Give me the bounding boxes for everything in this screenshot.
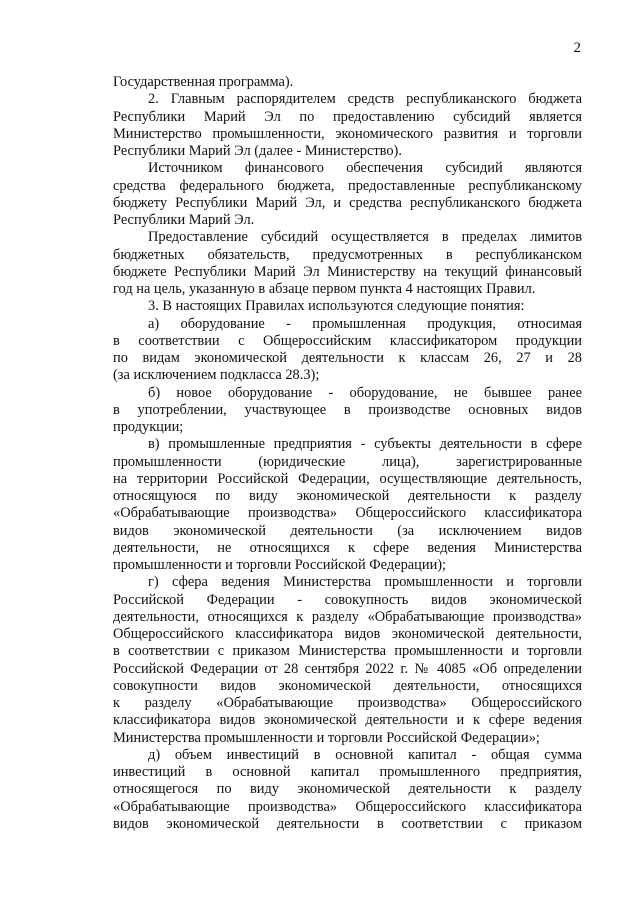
text-line: г) сфера ведения Министерства промышленности и торговли: [148, 574, 582, 591]
text-line: д) объем инвестиций в основной капитал - общая сумма: [148, 746, 582, 763]
text-line: в соответствии с приказом Министерства промышленности и торговли: [113, 643, 582, 660]
text-line: Республики Марий Эл по предоставлению субсидий является: [113, 108, 582, 125]
text-line: 3. В настоящих Правилах используются следующие понятия:: [148, 298, 525, 315]
text-line: деятельности, относящихся к разделу «Обрабатывающие производства»: [113, 608, 582, 625]
document-body: [113, 74, 582, 833]
text-line: Министерства промышленности и торговли Российской Федерации»;: [113, 729, 540, 746]
text-line: бюджету Республики Марий Эл, и средства республиканского бюджета: [113, 194, 582, 211]
text-line: Республики Марий Эл (далее - Министерство).: [113, 143, 402, 159]
text-line: б) новое оборудование - оборудование, не бывшее ранее: [148, 384, 582, 401]
text-line: относящуюся по виду экономической деятельности к разделу: [113, 488, 582, 504]
text-line: промышленности (юридические лица), зарегистрированные: [113, 453, 582, 470]
text-line: деятельности, не относящихся к сфере ведения Министерства: [113, 539, 582, 556]
text-line: Предоставление субсидий осуществляется в пределах лимитов: [148, 229, 582, 246]
text-line: «Обрабатывающие производства» Общероссийского классификатора: [113, 798, 582, 815]
text-line: продукции;: [113, 419, 184, 435]
text-line: относящегося по виду экономической деятельности к разделу: [113, 781, 582, 798]
text-line: инвестиций в основной капитал промышленного предприятия,: [113, 764, 582, 780]
text-line: год на цель, указанную в абзаце первом пункта 4 настоящих Правил.: [113, 281, 536, 297]
text-line: а) оборудование - промышленная продукция, относимая: [148, 315, 582, 332]
text-line: в соответствии с Общероссийским классификатором продукции: [113, 332, 582, 349]
text-line: в) промышленные предприятия - субъекты деятельности в сфере: [148, 436, 582, 453]
text-line: Российской Федерации от 28 сентября 2022 г. № 4085 «Об определении: [113, 660, 582, 677]
text-line: видов экономической деятельности в соответствии с приказом: [113, 815, 582, 832]
text-line: по видам экономической деятельности к классам 26, 27 и 28: [113, 350, 582, 366]
text-line: «Обрабатывающие производства» Общероссийского классификатора: [113, 505, 582, 522]
text-line: Российской Федерации - совокупность видов экономической: [113, 591, 582, 608]
text-line: Республики Марий Эл.: [113, 212, 255, 228]
text-line: Министерство промышленности, экономического развития и торговли: [113, 125, 582, 142]
text-line: бюджете Республики Марий Эл Министерству на текущий финансовый: [113, 263, 582, 280]
text-line: бюджетных обязательств, предусмотренных в республиканском: [113, 246, 582, 263]
text-line: совокупности видов экономической деятельности, относящихся: [113, 677, 582, 694]
page-number: 2: [573, 40, 581, 56]
text-line: 2. Главным распорядителем средств республиканского бюджета: [148, 91, 582, 108]
text-line: Общероссийского классификатора видов экономической деятельности,: [113, 626, 582, 642]
text-line: видов экономической деятельности (за исключением видов: [113, 522, 582, 539]
text-line: в употреблении, участвующее в производстве основных видов: [113, 401, 582, 418]
text-line: на территории Российской Федерации, осуществляющие деятельность,: [113, 470, 582, 487]
text-line: средства федерального бюджета, предоставленные республиканскому: [113, 177, 582, 194]
text-line: классификатора видов экономической деятельности и к сфере ведения: [113, 712, 582, 729]
text-line: промышленности и торговли Российской Федерации);: [113, 557, 447, 573]
text-line: к разделу «Обрабатывающие производства» Общероссийского: [113, 695, 582, 711]
text-line: (за исключением подкласса 28.3);: [113, 367, 320, 384]
text-line: Государственная программа).: [113, 74, 294, 90]
text-line: Источником финансового обеспечения субсидий являются: [148, 160, 582, 177]
